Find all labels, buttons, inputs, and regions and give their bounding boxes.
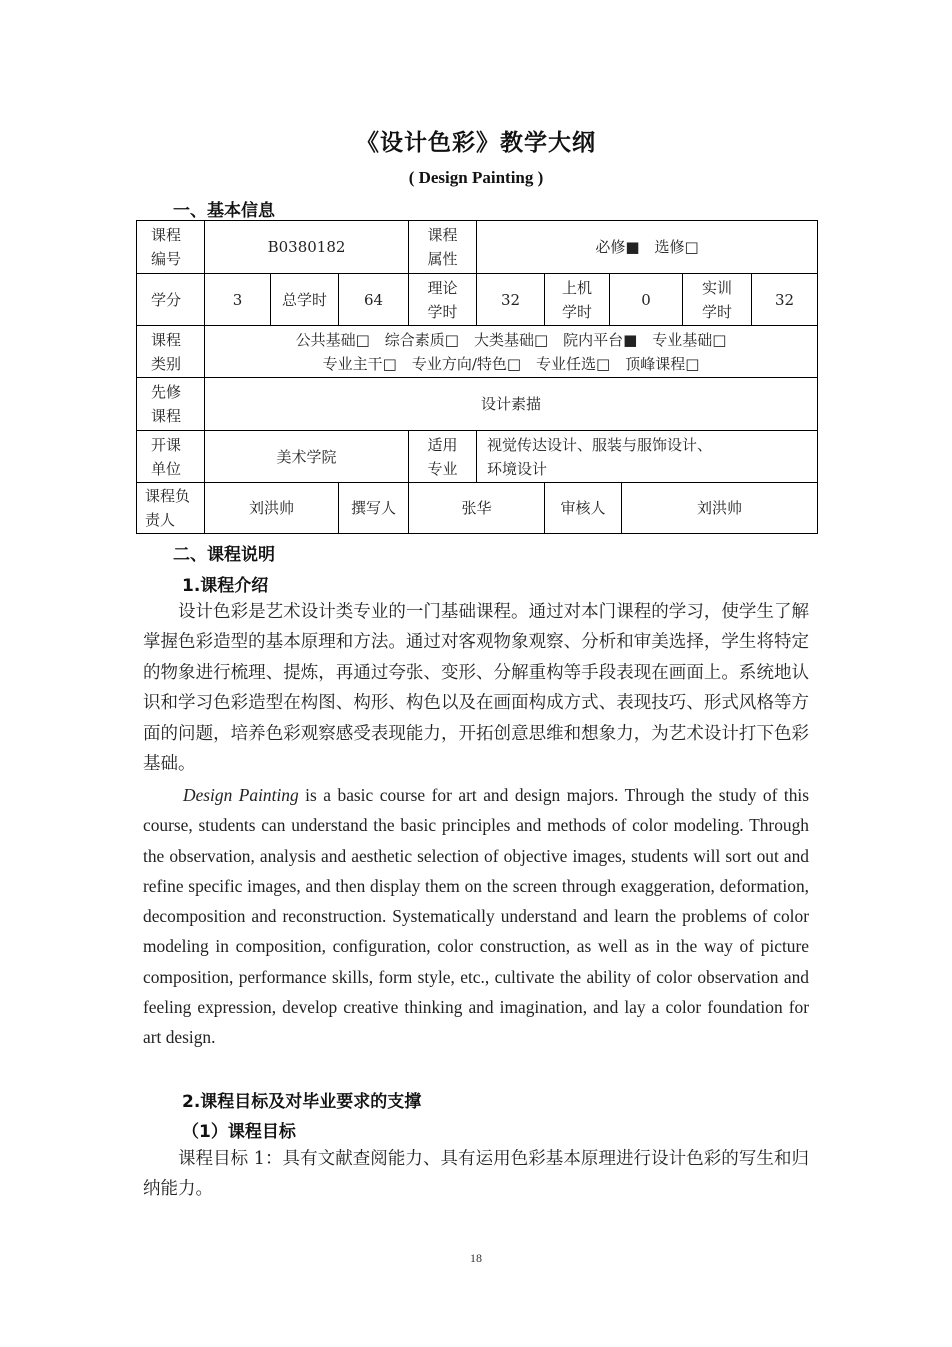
department-label: 开课 单位 xyxy=(137,431,205,483)
writer-label: 撰写人 xyxy=(339,483,409,534)
course-owner-value: 刘洪帅 xyxy=(205,483,339,534)
page-subtitle: ( Design Painting ) xyxy=(408,168,544,187)
applicable-major-value: 视觉传达设计、服装与服饰设计、 环境设计 xyxy=(477,431,818,483)
computer-hours-label: 上机 学时 xyxy=(545,274,610,326)
page-number: 18 xyxy=(470,1251,482,1265)
course-no-label: 课程 编号 xyxy=(137,221,205,274)
table-row xyxy=(137,431,818,483)
page-title: 《设计色彩》教学大纲 xyxy=(356,130,596,156)
applicable-major-label: 适用 专业 xyxy=(409,431,477,483)
table-row xyxy=(137,274,818,326)
course-attr-label: 课程 属性 xyxy=(409,221,477,274)
course-goals-heading: 2.课程目标及对毕业要求的支撑 xyxy=(182,1092,422,1112)
course-category-label: 课程 类别 xyxy=(137,326,205,378)
total-hours-label: 总学时 xyxy=(271,274,339,326)
department-value: 美术学院 xyxy=(205,431,409,483)
table-row xyxy=(137,221,818,274)
table-row xyxy=(137,483,818,534)
reviewer-label: 审核人 xyxy=(545,483,622,534)
total-hours-value: 64 xyxy=(339,274,409,326)
course-attr-value: 必修■ 选修□ xyxy=(477,221,818,274)
theory-hours-label: 理论 学时 xyxy=(409,274,477,326)
table-row xyxy=(137,378,818,431)
basic-info-table xyxy=(136,220,818,534)
reviewer-value: 刘洪帅 xyxy=(622,483,818,534)
credit-label: 学分 xyxy=(137,274,205,326)
prerequisite-label: 先修 课程 xyxy=(137,378,205,431)
computer-hours-value: 0 xyxy=(610,274,683,326)
course-intro-english-paragraph: Design Painting is a basic course for art and design majors. Through the study of this course, students can understand the basic principles and methods of color modeling. Through the observation, analysis and aesthetic selection of objective images, students will sort out and refine specific images, and then display them on the screen through exaggeration, deformation, decomposition and reconstruction. Systematically understand and learn the problems of color modeling in composition, configuration, color construction, as well as in the way of picture composition, performance skills, form style, etc., cultivate the ability of color observation and feeling expression, develop creative thinking and imagination, and lay a color foundation for art design. xyxy=(143,785,809,1048)
writer-value: 张华 xyxy=(409,483,545,534)
credit-value: 3 xyxy=(205,274,271,326)
course-goal-1-paragraph: 课程目标 1：具有文献查阅能力、具有运用色彩基本原理进行设计色彩的写生和归纳能力。 xyxy=(143,1149,809,1200)
course-category-value: 公共基础□ 综合素质□ 大类基础□ 院内平台■ 专业基础□ 专业主干□ 专业方向/特色□ 专业任选□ 顶峰课程□ xyxy=(205,326,818,378)
prerequisite-value: 设计素描 xyxy=(205,378,818,431)
practice-hours-value: 32 xyxy=(752,274,818,326)
course-owner-label: 课程负 责人 xyxy=(137,483,205,534)
course-intro-chinese-paragraph: 设计色彩是艺术设计类专业的一门基础课程。通过对本门课程的学习，使学生了解掌握色彩造型的基本原理和方法。通过对客观物象观察、分析和审美选择，学生将特定的物象进行梳理、提炼，再通过夸张、变形、分解重构等手段表现在画面上。系统地认识和学习色彩造型在构图、构形、构色以及在画面构成方式、表现技巧、形式风格等方面的问题，培养色彩观察感受表现能力，开拓创意思维和想象力，为艺术设计打下色彩基础。 xyxy=(143,602,809,775)
theory-hours-value: 32 xyxy=(477,274,545,326)
course-name-english: Design Painting xyxy=(183,785,299,805)
course-no-value: B0380182 xyxy=(205,221,409,274)
table-row xyxy=(137,326,818,378)
section-course-description-heading: 二、课程说明 xyxy=(173,545,275,565)
practice-hours-label: 实训 学时 xyxy=(683,274,752,326)
section-basic-info-heading: 一、基本信息 xyxy=(173,201,275,221)
course-intro-heading: 1.课程介绍 xyxy=(182,576,269,596)
course-goals-subheading: （1）课程目标 xyxy=(182,1122,296,1142)
